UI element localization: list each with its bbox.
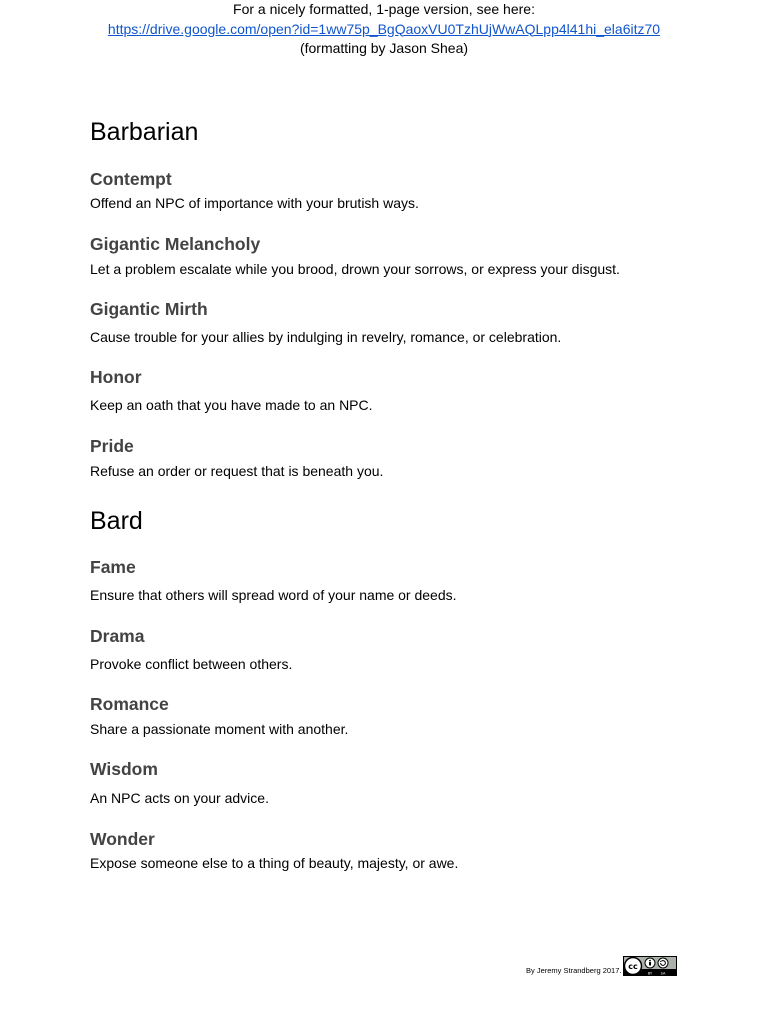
footer: [526, 954, 677, 976]
trait-title: Contempt: [90, 169, 172, 189]
trait-title: Gigantic Mirth: [90, 299, 208, 319]
trait-description: Let a problem escalate while you brood, drown your sorrows, or express your disgust.: [90, 261, 620, 277]
trait-title: Fame: [90, 557, 136, 577]
header-link-line: [0, 20, 768, 40]
trait-title: Wonder: [90, 829, 155, 849]
trait-description: Provoke conflict between others.: [90, 656, 293, 672]
svg-text:SA: SA: [661, 971, 666, 976]
trait-description: Cause trouble for your allies by indulging in revelry, romance, or celebration.: [90, 329, 562, 345]
cc-by-sa-icon: [623, 956, 677, 976]
drive-link[interactable]: https://drive.google.com/open?id=1ww75p_BgQaoxVU0TzhUjWwAQLpp4l41hi_ela6itz70: [107, 20, 661, 37]
trait-description: Offend an NPC of importance with your brutish ways.: [90, 195, 419, 211]
trait-title: Gigantic Melancholy: [90, 234, 261, 254]
trait-description: An NPC acts on your advice.: [90, 790, 269, 806]
trait-description: Share a passionate moment with another.: [90, 721, 349, 737]
trait-title: Drama: [90, 626, 145, 646]
trait-description: Ensure that others will spread word of your name or deeds.: [90, 587, 457, 603]
trait-title: Honor: [90, 367, 142, 387]
section-title-barbarian: Barbarian: [90, 118, 199, 146]
trait-title: Pride: [90, 436, 134, 456]
formatting-credit: (formatting by Jason Shea): [299, 40, 469, 56]
trait-description: Expose someone else to a thing of beauty, majesty, or awe.: [90, 855, 459, 871]
header-intro: For a nicely formatted, 1-page version, see here:: [233, 1, 535, 17]
svg-text:cc: cc: [628, 962, 639, 971]
trait-description: Keep an oath that you have made to an NPC.: [90, 397, 373, 413]
header: [0, 0, 768, 59]
trait-title: Wisdom: [90, 759, 158, 779]
svg-text:BY: BY: [648, 971, 653, 976]
trait-title: Romance: [90, 694, 169, 714]
section-title-bard: Bard: [90, 507, 143, 535]
author-credit: By Jeremy Strandberg 2017.: [526, 966, 622, 975]
trait-description: Refuse an order or request that is beneath you.: [90, 463, 384, 479]
